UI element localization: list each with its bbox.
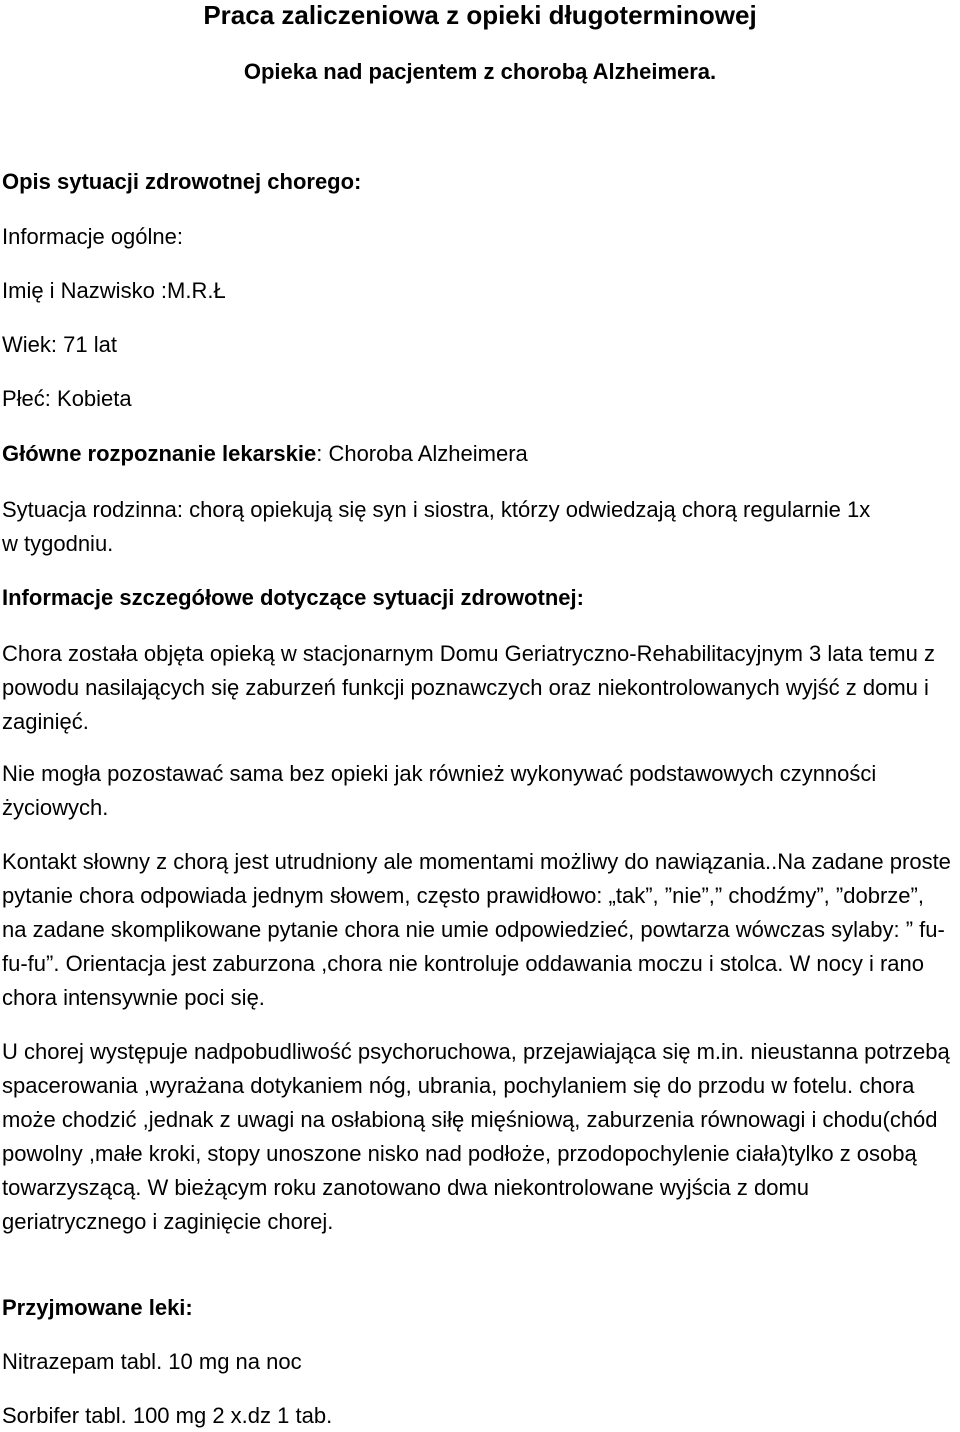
- document-subtitle: Opieka nad pacjentem z chorobą Alzheimera.: [243, 59, 717, 84]
- medication-item: Nitrazepam tabl. 10 mg na noc: [2, 1349, 302, 1374]
- diagnosis-value: : Choroba Alzheimera: [316, 441, 528, 466]
- diagnosis-label: Główne rozpoznanie lekarskie: [2, 441, 317, 466]
- general-info-label: Informacje ogólne:: [2, 224, 183, 249]
- family-situation: Sytuacja rodzinna: chorą opiekują się syn i siostra, którzy odwiedzają chorą regularnie 1x w tygodniu.: [2, 497, 871, 556]
- details-paragraph-2: Nie mogła pozostawać sama bez opieki jak również wykonywać podstawowych czynności życiowych.: [2, 761, 877, 820]
- details-paragraph-4: U chorej występuje nadpobudliwość psychoruchowa, przejawiająca się m.in. nieustanna potrzebą spacerowania ,wyrażana dotykaniem nóg, ubrania, pochylaniem się do przodu w fotelu. chora może chodzić ,jednak z uwagi na osłabioną siłę mięśniową, zaburzenia równowagi i chodu(chód powolny ,małe kroki, stopy unoszone nisko nad podłoże, przodopochylenie ciała)tylko z osobą towarzyszącą. W bieżącym roku zanotowano dwa niekontrolowane wyjścia z domu geriatrycznego i zaginięcie chorej.: [2, 1039, 950, 1234]
- patient-sex: Płeć: Kobieta: [2, 386, 132, 411]
- details-paragraph-1: Chora została objęta opieką w stacjonarnym Domu Geriatryczno-Rehabilitacyjnym 3 lata temu z powodu nasilających się zaburzeń funkcji poznawczych oraz niekontrolowanych wyjść z domu i zaginięć.: [2, 641, 935, 734]
- details-paragraph-3: Kontakt słowny z chorą jest utrudniony ale momentami możliwy do nawiązania..Na zadane proste pytanie chora odpowiada jednym słowem, często prawidłowo: „tak”, ”nie”,” chodźmy”, ”dobrze”, na zadane skomplikowane pytanie chora nie umie odpowiedzieć, powtarza wówczas sylaby: ” fu-fu-fu”. Orientacja jest zaburzona ,chora nie kontroluje oddawania moczu i stolca. W nocy i rano chora intensywnie poci się.: [2, 849, 951, 1010]
- document-title: Praca zaliczeniowa z opieki długoterminowej: [203, 0, 757, 30]
- section-heading-details: Informacje szczegółowe dotyczące sytuacji zdrowotnej:: [2, 585, 584, 610]
- section-heading-health: Opis sytuacji zdrowotnej chorego:: [2, 169, 362, 194]
- patient-age: Wiek: 71 lat: [2, 332, 117, 357]
- patient-name: Imię i Nazwisko :M.R.Ł: [2, 278, 226, 303]
- section-heading-medications: Przyjmowane leki:: [2, 1295, 193, 1320]
- diagnosis-line: [2, 439, 528, 469]
- medication-item: Sorbifer tabl. 100 mg 2 x.dz 1 tab.: [2, 1403, 333, 1428]
